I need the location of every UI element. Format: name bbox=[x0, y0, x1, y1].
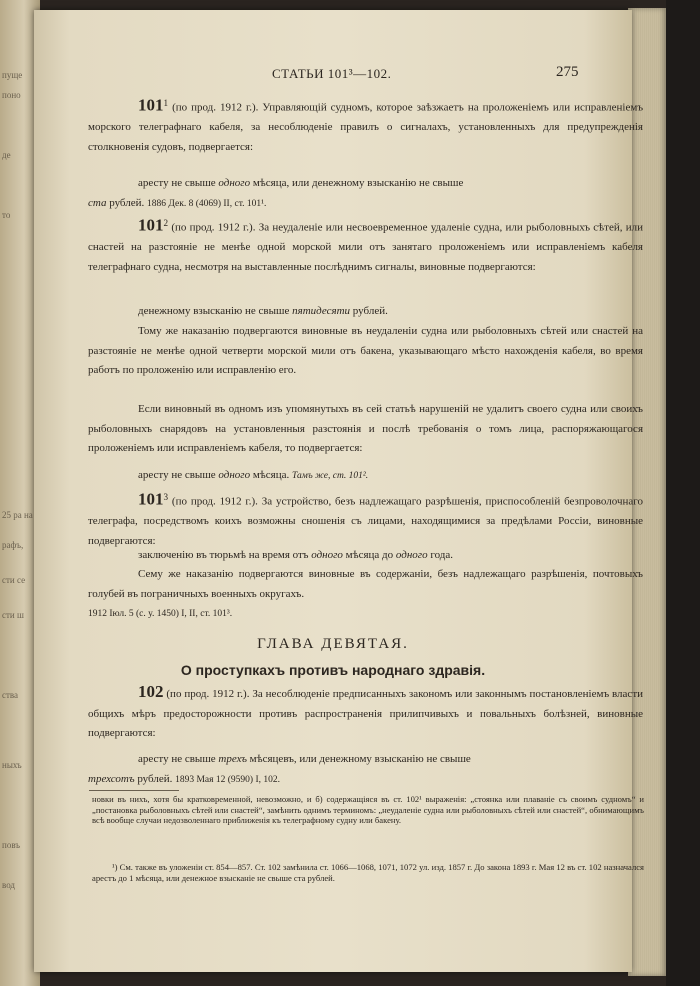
chapter-subtitle: О проступкахъ противъ народнаго здравія. bbox=[180, 662, 486, 678]
article-102-penalty bbox=[88, 750, 643, 790]
legal-reference: 1893 Мая 12 (9590) I, 102. bbox=[175, 774, 281, 785]
legal-reference: Тамъ же, ст. 101². bbox=[292, 471, 369, 481]
left-page-fragment: сти се bbox=[2, 575, 26, 585]
article-paragraph: Сему же наказанію подвергаются виновные въ содержаніи, безъ надлежащаго разрѣшенія, почтовыхъ голубей въ пограничныхъ военныхъ округахъ. bbox=[88, 568, 643, 600]
book-page bbox=[34, 10, 644, 972]
penalty-text: мѣсяца. bbox=[250, 469, 290, 481]
left-page-fragment: де bbox=[2, 150, 11, 160]
article-number: 101 bbox=[138, 215, 164, 235]
footnote-continued: новки въ нихъ, хотя бы кратковременной, невозможно, и б) содержащіяся въ ст. 102¹ выраженія: „стоянка или плаваніе съ своимъ судномъ“ и „постановка рыболовныхъ сѣтей или снастей“, замѣнить однимъ терминомъ: „неудаленіе судна или рыболовныхъ сѣтей или снастей“, обнимающимъ всѣ вообще случаи недозволеннаго приближенія къ телеграфному судну или бакену. bbox=[92, 794, 644, 826]
penalty-amount: ста bbox=[88, 196, 107, 209]
penalty-text: рублей. bbox=[106, 196, 145, 209]
article-101-2 bbox=[88, 214, 643, 277]
legal-reference: 1912 Іюл. 5 (с. у. 1450) I, II, ст. 101³. bbox=[88, 609, 233, 620]
penalty-term: трехъ bbox=[218, 753, 247, 765]
penalty-amount: трехсотъ bbox=[88, 772, 135, 785]
penalty-text: рублей. bbox=[350, 305, 388, 317]
article-lead: (по прод. 1912 г.). bbox=[172, 101, 259, 114]
article-lead: (по прод. 1912 г.). bbox=[171, 495, 258, 508]
footnote-1: ¹) См. также въ уложеніи ст. 854—857. Ст. 102 замѣнила ст. 1066—1068, 1071, 1072 ул. изд. 1857 г. До закона 1893 г. Мая 12 въ ст. 102 назначался арестъ до 1 мѣсяца, или денежное взысканіе не свыше ста рублей. bbox=[92, 862, 644, 883]
page-number: 275 bbox=[556, 64, 579, 80]
article-101-1 bbox=[88, 94, 643, 157]
article-superscript: 2 bbox=[163, 218, 169, 228]
left-page-fragment: 25 ра на bbox=[2, 510, 33, 520]
left-page-fragment: ства bbox=[2, 690, 19, 700]
penalty-text: года. bbox=[427, 549, 453, 561]
penalty-term: одного bbox=[395, 549, 428, 561]
penalty-term: одного bbox=[218, 177, 251, 189]
left-page-fragment: поно bbox=[2, 90, 21, 100]
article-superscript: 1 bbox=[163, 98, 169, 108]
article-number: 101 bbox=[138, 95, 164, 115]
penalty-text: рублей. bbox=[134, 772, 173, 785]
legal-reference: 1886 Дек. 8 (4069) II, ст. 101¹. bbox=[147, 198, 267, 209]
penalty-text: аресту не свыше bbox=[138, 177, 219, 189]
penalty-term: одного bbox=[218, 469, 251, 481]
chapter-title: ГЛАВА ДЕВЯТАЯ. bbox=[257, 636, 409, 652]
article-101-1-penalty bbox=[88, 174, 643, 214]
penalty-amount: пятидесяти bbox=[292, 305, 351, 317]
left-page-fragment: сти ш bbox=[2, 610, 24, 620]
left-page-fragment: пуще bbox=[2, 70, 23, 80]
article-101-3 bbox=[88, 488, 643, 551]
left-page-fragment: рафъ, bbox=[2, 540, 24, 550]
article-101-3-penalty bbox=[88, 546, 643, 566]
penalty-text: мѣсяца, или денежному взысканію не свыше bbox=[250, 177, 464, 189]
left-page-fragment: повъ bbox=[2, 840, 20, 850]
article-101-2-penalty-2 bbox=[88, 466, 643, 487]
penalty-text: мѣсяцевъ, или денежному взысканію не свыше bbox=[246, 753, 471, 765]
article-superscript: 3 bbox=[163, 492, 169, 502]
penalty-text: аресту не свыше bbox=[138, 469, 219, 481]
article-101-3-paragraph-2 bbox=[88, 565, 643, 625]
footnote-rule bbox=[89, 790, 179, 791]
article-lead: (по прод. 1912 г.). bbox=[171, 221, 256, 234]
article-101-2-paragraph-3: Если виновный въ одномъ изъ упомянутыхъ въ сей статьѣ нарушеній не удалитъ своего судна или своихъ рыболовныхъ снарядовъ на установленныя разстоянія и послѣ требованія о томъ лица, распоряжающагося проложеніемъ или исправленіемъ кабеля, то подвергается: bbox=[88, 403, 643, 455]
left-page-fragment: ныхъ bbox=[2, 760, 22, 770]
article-body: За устройство, безъ надлежащаго разрѣшенія, приспособленій безпроволочнаго телеграфа, посредствомъ коихъ возможны сношенія съ лицами, находящимися за предѣлами Россіи, виновные подвергаются: bbox=[88, 495, 643, 547]
penalty-text: денежному взысканію не свыше bbox=[138, 305, 293, 317]
article-body: За несоблюденіе предписанныхъ закономъ или законнымъ постановленіемъ власти общихъ мѣръ предосторожности противъ распространенія прилипчивыхъ и повальныхъ болѣзней, виновные подвергаются: bbox=[88, 688, 644, 740]
penalty-text: мѣсяца до bbox=[342, 549, 396, 561]
article-101-2-penalty bbox=[88, 302, 643, 322]
article-102 bbox=[88, 682, 643, 744]
penalty-term: одного bbox=[311, 549, 343, 561]
penalty-text: аресту не свыше bbox=[138, 753, 219, 765]
article-101-2-paragraph-2: Тому же наказанію подвергаются виновные въ неудаленіи судна или рыболовныхъ сѣтей или снастей на разстояніе не менѣе одной четверти морской мили отъ бакена, указывающаго мѣсто нахожденія кабеля, во время работъ по проложенію или исправленію его. bbox=[88, 325, 643, 377]
article-number: 102 bbox=[138, 682, 164, 701]
running-header: СТАТЬИ 101³—102. bbox=[272, 66, 392, 81]
left-page-fragment: то bbox=[2, 210, 11, 220]
article-number: 101 bbox=[138, 489, 164, 509]
penalty-text: заключенію въ тюрьмѣ на время отъ bbox=[138, 549, 312, 561]
book-cover bbox=[666, 0, 700, 986]
left-page-fragment: вод bbox=[2, 880, 16, 890]
article-body: За неудаленіе или несвоевременное удаленіе судна, или рыболовныхъ сѣтей, или снастей на разстояніе не менѣе одной морской мили отъ занятаго проложеніемъ или исправленіемъ кабеля телеграфнаго судна, несмотря на выставленные послѣднимъ сигналы, виновные подвергаются: bbox=[88, 221, 643, 273]
article-body: Управляющій судномъ, которое заѣзжаетъ на проложеніемъ или исправленіемъ морского телеграфнаго кабеля, за несоблюденіе правилъ о сигналахъ, установленныхъ для предупрежденія столкновенія судовъ, подвергается: bbox=[88, 101, 644, 153]
article-lead: (по прод. 1912 г.). bbox=[166, 688, 250, 700]
